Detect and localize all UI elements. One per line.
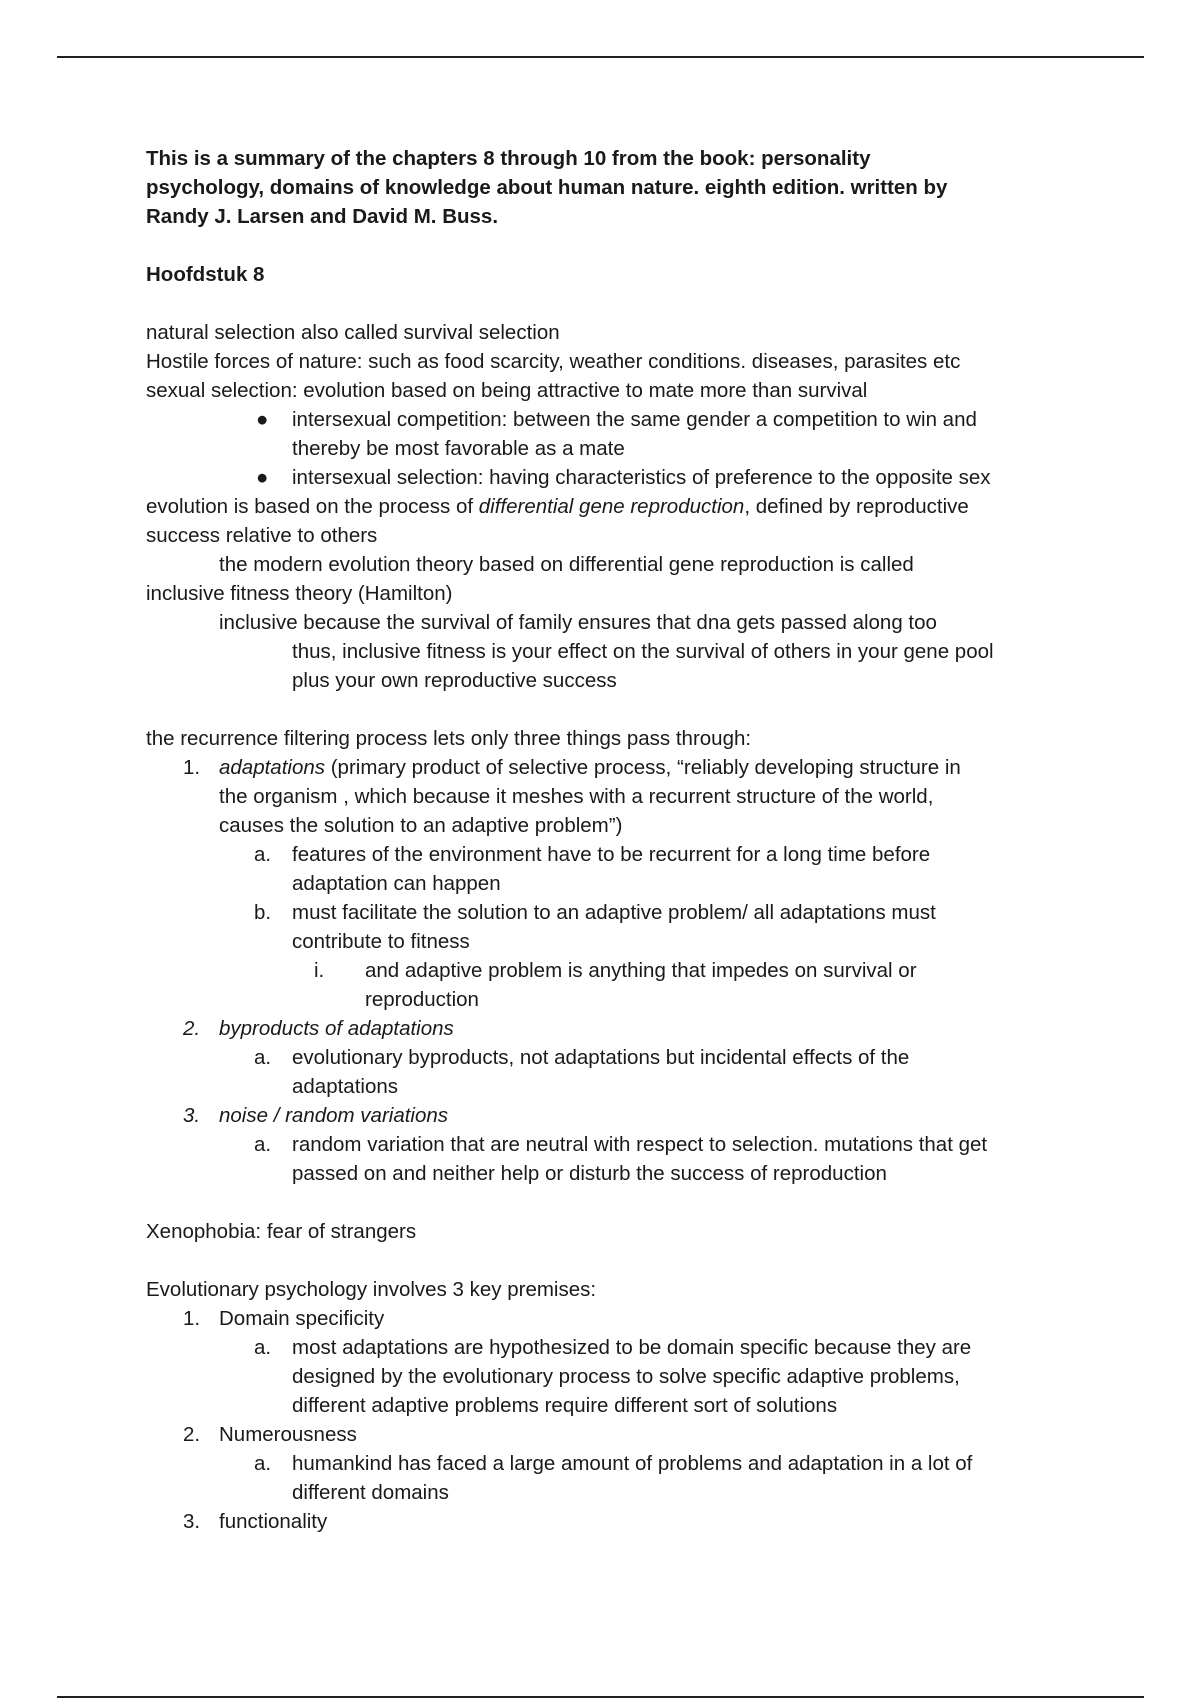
evolution-text <box>146 492 1066 521</box>
bullet-icon: ● <box>256 408 269 431</box>
bottom-rule <box>57 1696 1144 1698</box>
spacer <box>146 1188 1066 1217</box>
inclusive-fitness-text-continued: plus your own reproductive success <box>292 669 617 692</box>
numbered-item <box>146 1304 1066 1333</box>
summary-title-line-1: This is a summary of the chapters 8 through 10 from the book: personality <box>146 147 871 170</box>
numbered-item <box>146 1014 1066 1043</box>
spacer <box>146 1246 1066 1275</box>
sub-item-text-continued: contribute to fitness <box>292 930 470 953</box>
sub-item <box>146 1130 1066 1159</box>
numbered-item <box>146 1101 1066 1130</box>
top-rule <box>57 56 1144 58</box>
item-text-continued: the organism , which because it meshes with a recurrent structure of the world, <box>219 785 934 808</box>
list-number: 2. <box>183 1423 201 1446</box>
chapter-heading: Hoofdstuk 8 <box>146 263 265 286</box>
item-text-continued: causes the solution to an adaptive problem”) <box>219 814 623 837</box>
item-label: noise / random variations <box>219 1104 449 1127</box>
sub-item-text: must facilitate the solution to an adaptive problem/ all adaptations must <box>292 901 936 924</box>
modern-theory-text-continued: inclusive fitness theory (Hamilton) <box>146 582 453 605</box>
list-letter: a. <box>254 1046 272 1069</box>
evolution-text-post: , defined by reproductive <box>744 495 969 518</box>
evolution-text-continued: success relative to others <box>146 524 378 547</box>
item-label: Numerousness <box>219 1423 357 1446</box>
list-number: 1. <box>183 1307 201 1330</box>
numbered-item <box>146 1420 1066 1449</box>
sub-item-text-continued: designed by the evolutionary process to solve specific adaptive problems, <box>292 1365 960 1388</box>
natural-selection-text: natural selection also called survival selection <box>146 321 560 344</box>
list-letter: b. <box>254 901 272 924</box>
item-label: Domain specificity <box>219 1307 385 1330</box>
list-letter: a. <box>254 1336 272 1359</box>
filter-intro: the recurrence filtering process lets only three things pass through: <box>146 727 752 750</box>
sub-item <box>146 1043 1066 1072</box>
sub-item-text: most adaptations are hypothesized to be domain specific because they are <box>292 1336 972 1359</box>
bullet-icon: ● <box>256 466 269 489</box>
evolution-text-pre: evolution is based on the process of <box>146 495 479 518</box>
item-label: byproducts of adaptations <box>219 1017 454 1040</box>
bullet-item <box>146 463 1066 492</box>
sub-item-text: humankind has faced a large amount of problems and adaptation in a lot of <box>292 1452 973 1475</box>
sub-item <box>146 1333 1066 1362</box>
list-letter: a. <box>254 1452 272 1475</box>
list-number: 3. <box>183 1104 201 1127</box>
bullet-item <box>146 405 1066 434</box>
item-text: (primary product of selective process, “reliably developing structure in <box>325 756 961 779</box>
inclusive-text: inclusive because the survival of family ensures that dna gets passed along too <box>219 611 937 634</box>
evolution-text-emphasis: differential gene reproduction <box>478 495 745 518</box>
bullet-text: intersexual selection: having characteristics of preference to the opposite sex <box>292 466 991 489</box>
summary-title-line-3: Randy J. Larsen and David M. Buss. <box>146 205 499 228</box>
hostile-forces-text: Hostile forces of nature: such as food scarcity, weather conditions. diseases, parasites etc <box>146 350 961 373</box>
summary-title-line-2: psychology, domains of knowledge about human nature. eighth edition. written by <box>146 176 948 199</box>
modern-theory-text: the modern evolution theory based on differential gene reproduction is called <box>219 553 914 576</box>
sub-item <box>146 1449 1066 1478</box>
xenophobia-text: Xenophobia: fear of strangers <box>146 1220 417 1243</box>
bullet-text: intersexual competition: between the same gender a competition to win and <box>292 408 977 431</box>
list-number: 2. <box>183 1017 201 1040</box>
spacer <box>146 289 1066 318</box>
sub-item-text: evolutionary byproducts, not adaptations but incidental effects of the <box>292 1046 910 1069</box>
spacer <box>146 231 1066 260</box>
numbered-item <box>146 753 1066 782</box>
document-page <box>146 144 1066 1536</box>
sub-item-text: random variation that are neutral with respect to selection. mutations that get <box>292 1133 988 1156</box>
list-number: 1. <box>183 756 201 779</box>
sub-item-text: features of the environment have to be recurrent for a long time before <box>292 843 931 866</box>
sub-item-text-continued: different domains <box>292 1481 449 1504</box>
sub-sub-item-text: and adaptive problem is anything that impedes on survival or <box>365 959 917 982</box>
list-letter: a. <box>254 843 272 866</box>
item-emphasis: adaptations <box>219 756 326 779</box>
inclusive-fitness-text: thus, inclusive fitness is your effect on the survival of others in your gene pool <box>292 640 994 663</box>
item-label: functionality <box>219 1510 328 1533</box>
premises-intro: Evolutionary psychology involves 3 key premises: <box>146 1278 597 1301</box>
sub-item-text-continued: different adaptive problems require different sort of solutions <box>292 1394 838 1417</box>
list-roman: i. <box>314 959 325 982</box>
sub-item-text-continued: passed on and neither help or disturb the success of reproduction <box>292 1162 887 1185</box>
sub-item-text-continued: adaptation can happen <box>292 872 501 895</box>
bullet-text-continued: thereby be most favorable as a mate <box>292 437 625 460</box>
sub-item <box>146 898 1066 927</box>
spacer <box>146 695 1066 724</box>
sub-sub-item <box>146 956 1066 985</box>
sexual-selection-text: sexual selection: evolution based on being attractive to mate more than survival <box>146 379 868 402</box>
list-letter: a. <box>254 1133 272 1156</box>
sub-sub-item-text-continued: reproduction <box>365 988 479 1011</box>
sub-item <box>146 840 1066 869</box>
list-number: 3. <box>183 1510 201 1533</box>
numbered-item <box>146 1507 1066 1536</box>
sub-item-text-continued: adaptations <box>292 1075 399 1098</box>
